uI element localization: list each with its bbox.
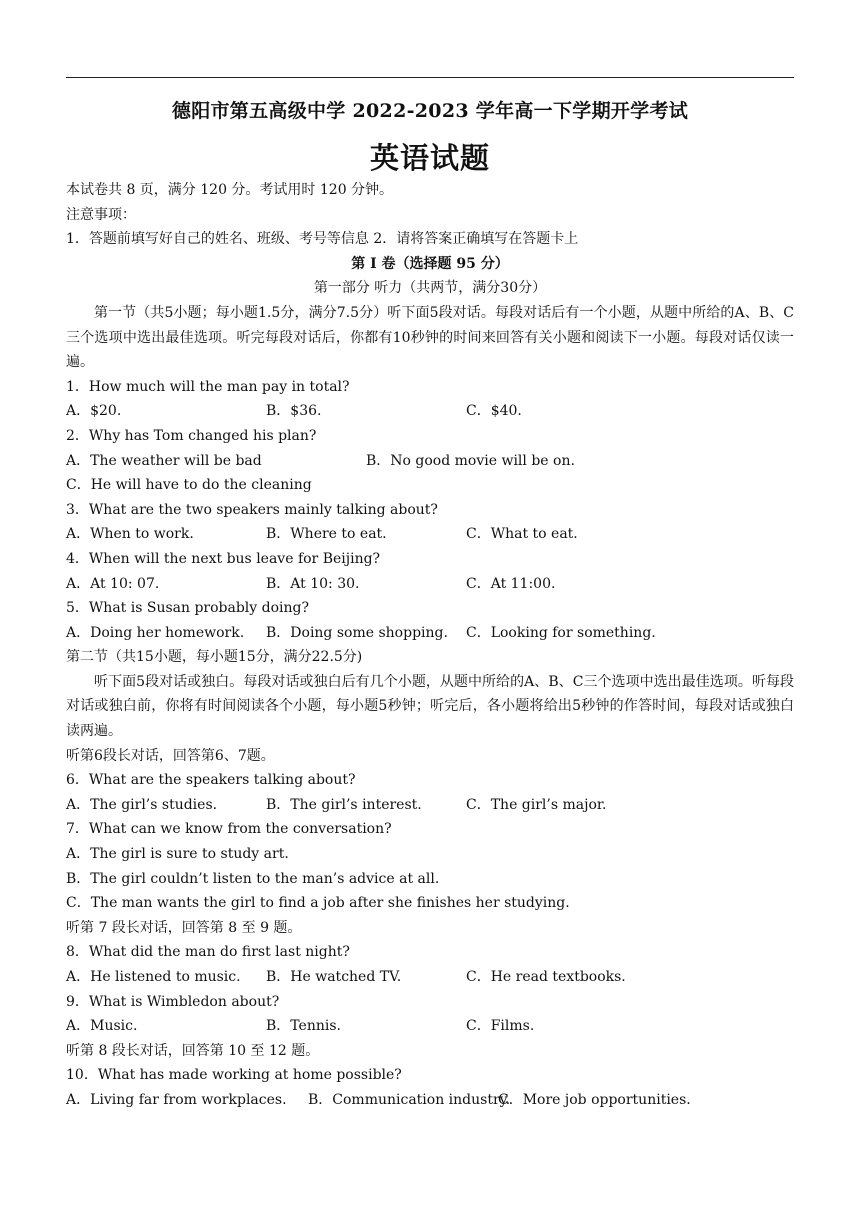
question-5-stem: 5．What is Susan probably doing? (66, 600, 309, 617)
option-a: A．Music. (66, 1018, 138, 1035)
option-c: C．He read textbooks. (466, 969, 626, 985)
question-6-stem: 6．What are the speakers talking about? (66, 772, 356, 789)
notice-heading: 注意事项： (66, 206, 136, 223)
option-c: C．Films. (466, 1018, 535, 1035)
volume-title: 第 I 卷（选择题 95 分） (351, 255, 509, 272)
question-3-stem: 3．What are the two speakers mainly talking about? (66, 501, 438, 518)
question-1-stem: 1．How much will the man pay in total? (66, 378, 350, 395)
section2-title: 第二节（共15小题，每小题15分，满分22.5分) (66, 649, 363, 666)
option-b: B．Doing some shopping. (266, 624, 448, 641)
option-b: B．He watched TV. (266, 969, 402, 985)
option-a: A．Doing her homework. (66, 624, 245, 641)
option-a: A．When to work. (66, 526, 194, 543)
option-c: C．At 11:00. (466, 575, 556, 592)
question-2-stem: 2．Why has Tom changed his plan? (66, 427, 317, 444)
exam-title: 德阳市第五高级中学 2022-2023 学年高一下学期开学考试 (171, 100, 689, 122)
question-8-options (66, 965, 794, 990)
option-b: B．The girl couldn’t listen to the man’s advice at all. (66, 870, 440, 887)
question-7-stem: 7．What can we know from the conversation? (66, 821, 392, 838)
dialog-6-heading: 听第6段长对话，回答第6、7题。 (66, 747, 275, 764)
dialog-8-heading: 听第 8 段长对话，回答第 10 至 12 题。 (66, 1042, 320, 1059)
part-title: 第一部分 听力（共两节，满分30分） (313, 280, 547, 297)
option-c: C．Looking for something. (466, 624, 656, 641)
option-c: C．He will have to do the cleaning (66, 477, 312, 494)
option-a: A．$20. (66, 403, 122, 420)
option-c: C．$40. (466, 403, 522, 420)
question-10-options (66, 1088, 794, 1113)
question-3-options (66, 522, 794, 547)
option-c: C．What to eat. (466, 526, 578, 543)
option-b: B．The girl’s interest. (266, 796, 422, 813)
question-2-options (66, 449, 794, 474)
option-c: C．The girl’s major. (466, 796, 607, 813)
question-9-stem: 9．What is Wimbledon about? (66, 993, 280, 1010)
option-a: A．He listened to music. (66, 969, 241, 985)
notice-item: 1．答题前填写好自己的姓名、班级、考号等信息 2．请将答案正确填写在答题卡上 (66, 231, 579, 248)
option-c: C．The man wants the girl to find a job after she finishes her studying. (66, 895, 570, 912)
option-a: A．The girl is sure to study art. (66, 846, 289, 863)
dialog-7-heading: 听第 7 段长对话，回答第 8 至 9 题。 (66, 919, 302, 936)
question-6-options (66, 793, 794, 818)
option-b: B．Tennis. (266, 1018, 341, 1035)
option-b: B．Where to eat. (266, 526, 387, 543)
option-a: A．The girl’s studies. (66, 796, 218, 813)
question-10-stem: 10．What has made working at home possible? (66, 1067, 402, 1084)
option-a: A．The weather will be bad (66, 452, 262, 469)
section2-instructions: 听下面5段对话或独白。每段对话或独白后有几个小题，从题中所给的A、B、C三个选项中选出最佳选项。听每段对话或独白前，你将有时间阅读各个小题，每小题5秒钟；听完后，各小题将给出5秒钟的作答时间，每段对话或独白读两遍。 (66, 673, 794, 740)
option-b: B．$36. (266, 403, 322, 420)
section1-instructions: 第一节（共5小题；每小题1.5分，满分7.5分）听下面5段对话。每段对话后有一个小题，从题中所给的A、B、C三个选项中选出最佳选项。听完每段对话后，你都有10秒钟的时间来回答有关小题和阅读下一小题。每段对话仅读一遍。 (66, 304, 794, 371)
question-8-stem: 8．What did the man do first last night? (66, 944, 350, 961)
option-b: B．No good movie will be on. (366, 452, 575, 469)
header-rule (66, 77, 794, 78)
question-9-options (66, 1014, 794, 1039)
question-4-stem: 4．When will the next bus leave for Beijing? (66, 550, 381, 567)
option-c: C．More job opportunities. (498, 1091, 691, 1108)
option-a: A．Living far from workplaces. (66, 1091, 287, 1108)
question-5-options (66, 621, 794, 646)
question-4-options (66, 572, 794, 597)
exam-body (66, 178, 794, 1113)
option-b: B．Communication industry. (308, 1091, 511, 1108)
option-a: A．At 10: 07. (66, 575, 160, 592)
question-1-options (66, 399, 794, 424)
exam-subtitle: 英语试题 (369, 141, 490, 175)
exam-info: 本试卷共 8 页，满分 120 分。考试用时 120 分钟。 (66, 182, 394, 198)
option-b: B．At 10: 30. (266, 575, 360, 592)
